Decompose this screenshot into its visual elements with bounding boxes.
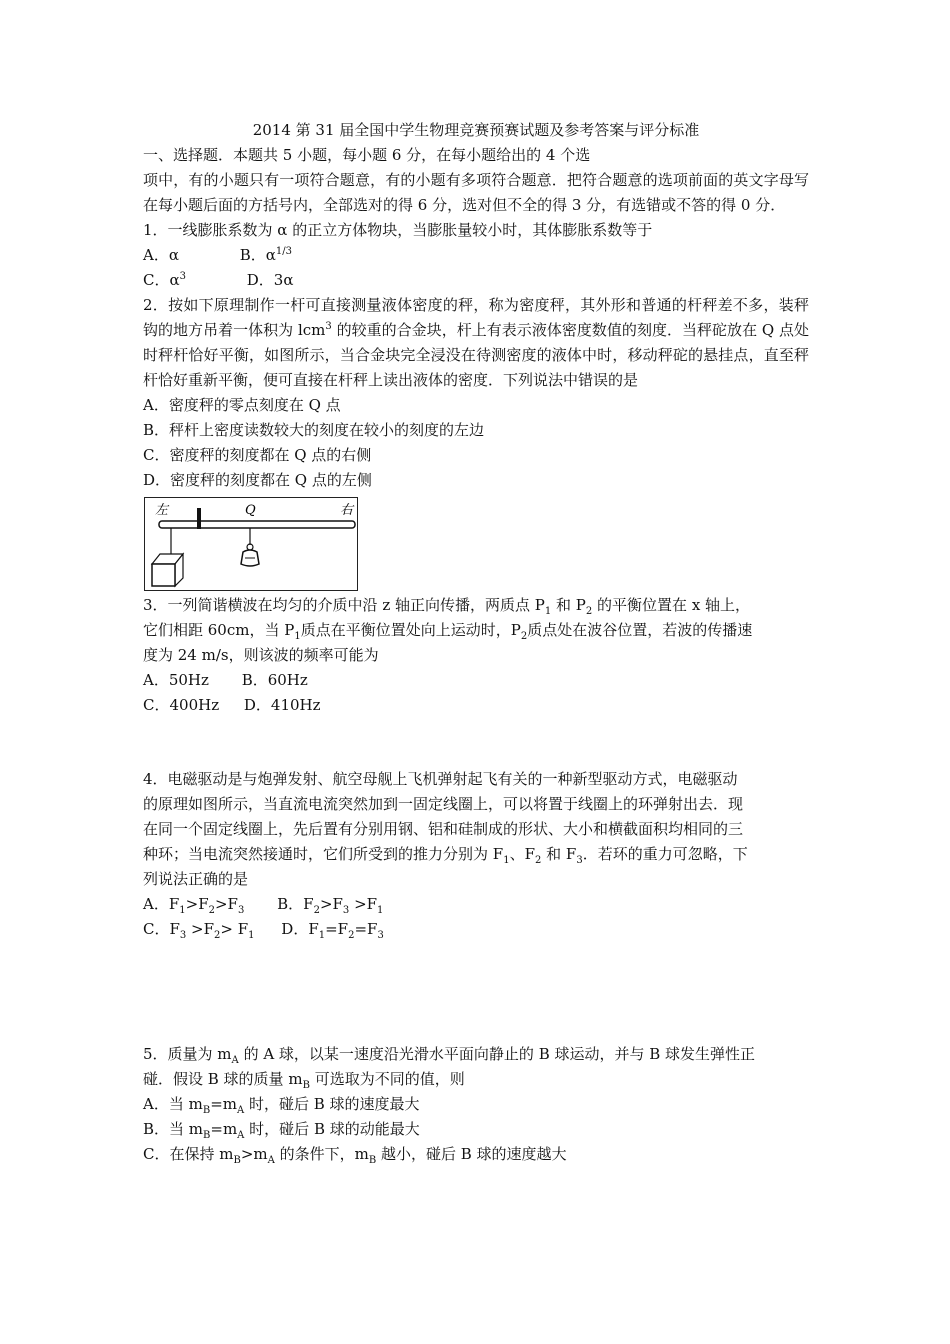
question-5-line1: 5．质量为 $m_A$ 的 A 球，以某一速度沿光滑水平面向静止的 B 球运动，并与 B 球发生弹性正: [143, 1045, 756, 1066]
question-4-options-row2: [143, 917, 809, 942]
document-page: [143, 118, 809, 1167]
question-4-line5: 列说法正确的是: [143, 870, 249, 888]
question-4-line3: 在同一个固定线圈上，先后置有分别用钢、铝和硅制成的形状、大小和横截面积均相同的三: [143, 820, 744, 838]
question-2-option-b: B．秤杆上密度读数较大的刻度在较小的刻度的左边: [143, 421, 485, 439]
question-5-option-b: B．当 $m_B=m_A$ 时，碰后 B 球的动能最大: [143, 1120, 420, 1141]
question-3-line3: 度为 24 m/s，则该波的频率可能为: [143, 646, 379, 664]
option-b: B．60Hz: [241, 671, 308, 689]
figure-right-label: 右: [340, 503, 354, 518]
lever-bar: [159, 521, 355, 528]
density-scale-diagram: [145, 498, 357, 590]
question-4-options-row1: [143, 892, 809, 917]
section-heading: 一、选择题．本题共 5 小题，每小题 6 分，在每小题给出的 4 个选: [143, 146, 591, 164]
option-c: C．400Hz: [143, 696, 220, 714]
question-3-options-row2: [143, 693, 809, 718]
question-1-options-row2: [143, 268, 809, 293]
document-title: 2014 第 31 届全国中学生物理竞赛预赛试题及参考答案与评分标准: [252, 121, 700, 139]
option-a: A．50Hz: [143, 671, 209, 689]
question-1-options-row1: [143, 243, 809, 268]
question-2-option-d: D．密度秤的刻度都在 Q 点的左侧: [143, 471, 372, 489]
lever-fulcrum: [197, 508, 201, 529]
question-5-option-a: A．当 $m_B=m_A$ 时，碰后 B 球的速度最大: [143, 1095, 420, 1116]
section-instructions: 项中，有的小题只有一项符合题意，有的小题有多项符合题意．把符合题意的选项前面的英文字母写在每小题后面的方括号内，全部选对的得 6 分，选对但不全的得 3 分，有选错或不答的得 0 分．: [143, 171, 809, 214]
question-2-option-a: A．密度秤的零点刻度在 Q 点: [143, 396, 341, 414]
question-4-line1: 4．电磁驱动是与炮弹发射、航空母舰上飞机弹射起飞有关的一种新型驱动方式，电磁驱动: [143, 770, 738, 788]
option-b: B．$F_2>F_3 >F_1$: [277, 895, 384, 916]
question-2-option-c: C．密度秤的刻度都在 Q 点的右侧: [143, 446, 372, 464]
question-4-line4: 种环；当电流突然接通时，它们所受到的推力分别为 $F_1$、$F_2$ 和 $F_3$．若环的重力可忽略，下: [143, 845, 748, 866]
option-c: C．$F_3 >F_2> F_1$: [143, 920, 255, 941]
option-d: D．410Hz: [243, 696, 321, 714]
option-b: B．$\alpha^{1/3}$: [239, 246, 292, 264]
option-d: D．3α: [246, 271, 294, 289]
question-1-stem: 1．一线膨胀系数为 α 的正立方体物块，当膨胀量较小时，其体膨胀系数等于: [143, 221, 653, 239]
question-3-line1: 3．一列简谐横波在均匀的介质中沿 z 轴正向传播，两质点 $P_1$ 和 $P_2$ 的平衡位置在 x 轴上，: [143, 596, 751, 617]
figure-left-label: 左: [155, 503, 169, 518]
alloy-block-front: [152, 564, 175, 586]
option-d: D．$F_1=F_2=F_3$: [281, 920, 384, 941]
option-c: C．$\alpha^3$: [143, 271, 186, 289]
question-2-stem: 2．按如下原理制作一杆可直接测量液体密度的秤，称为密度秤，其外形和普通的杆秤差不多，装秤钩的地方吊着一体积为 lcm$^3$ 的较重的合金块，杆上有表示液体密度数值的刻度．当秤砣放在 Q 点处时秤杆恰好平衡，如图所示，当合金块完全浸没在待测密度的液体中时，移动秤砣的悬挂点，直至秤杆恰好重新平衡，便可直接在杆秤上读出液体的密度．下列说法中错误的是: [143, 296, 809, 389]
option-a: A．α: [143, 246, 179, 264]
density-scale-figure: [144, 497, 358, 591]
question-3-line2: 它们相距 60cm，当 $P_1$质点在平衡位置处向上运动时，$P_2$质点处在波谷位置，若波的传播速: [143, 621, 753, 642]
question-5-option-c: C．在保持 $m_B>m_A$ 的条件下，$m_B$ 越小，碰后 B 球的速度越大: [143, 1145, 567, 1166]
question-3-options-row1: [143, 668, 809, 693]
question-4-line2: 的原理如图所示，当直流电流突然加到一固定线圈上，可以将置于线圈上的环弹射出去．现: [143, 795, 744, 813]
option-a: A．$F_1>F_2>F_3$: [143, 895, 245, 916]
question-5-line2: 碰．假设 B 球的质量 $m_B$ 可选取为不同的值，则: [143, 1070, 465, 1091]
figure-q-label: Q: [245, 503, 256, 518]
